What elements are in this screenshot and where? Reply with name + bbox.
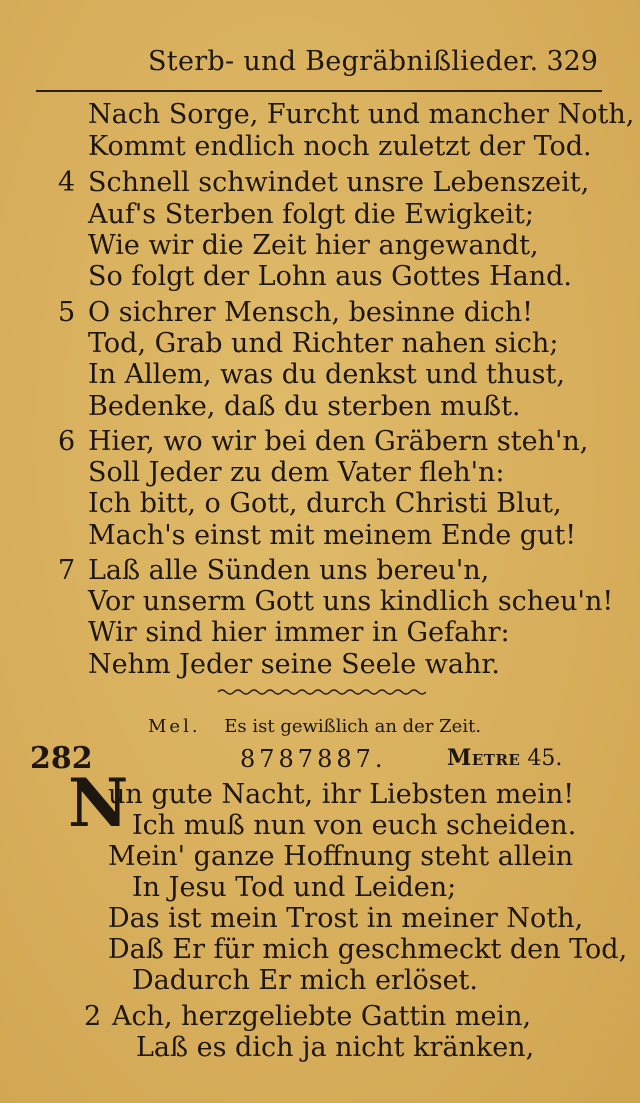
stanza-number: 2: [84, 1001, 102, 1032]
verse-line: Ich muß nun von euch scheiden.: [132, 810, 577, 841]
verse-line: In Jesu Tod und Leiden;: [132, 872, 457, 903]
verse-line: Ich bitt, o Gott, durch Christi Blut,: [88, 488, 562, 519]
melody-line: [148, 716, 481, 737]
stanza-number: 5: [58, 297, 76, 328]
verse-line: Auf's Sterben folgt die Ewigkeit;: [88, 199, 534, 230]
stanza-number: 4: [58, 167, 76, 198]
verse-line: In Allem, was du denkst und thust,: [88, 359, 565, 390]
verse-line: Daß Er für mich geschmeckt den Tod,: [108, 934, 628, 965]
verse-line: Soll Jeder zu dem Vater fleh'n:: [88, 457, 505, 488]
metre-number: 45.: [527, 746, 563, 771]
verse-line: Wir sind hier immer in Gefahr:: [88, 617, 510, 648]
verse-line: So folgt der Lohn aus Gottes Hand.: [88, 261, 572, 292]
verse-line: Nach Sorge, Furcht und mancher Noth,: [88, 99, 635, 130]
verse-line: Laß es dich ja nicht kränken,: [136, 1032, 535, 1063]
verse-line: Hier, wo wir bei den Gräbern steh'n,: [88, 426, 589, 457]
verse-line: Schnell schwindet unsre Lebenszeit,: [88, 167, 590, 198]
header-rule: [36, 90, 602, 92]
verse-line: Vor unserm Gott uns kindlich scheu'n!: [88, 586, 614, 617]
verse-line: Bedenke, daß du sterben mußt.: [88, 391, 521, 422]
stanza-number: 7: [58, 555, 76, 586]
verse-line: O sichrer Mensch, besinne dich!: [88, 297, 534, 328]
verse-line: Laß alle Sünden uns bereu'n,: [88, 555, 490, 586]
verse-line: Mach's einst mit meinem Ende gut!: [88, 520, 577, 551]
drop-cap: N: [68, 764, 129, 842]
melody-label: Mel.: [148, 716, 201, 737]
running-header: [0, 46, 640, 82]
metre-reference: [447, 745, 562, 771]
verse-line: Das ist mein Trost in meiner Noth,: [108, 903, 584, 934]
metre-label: Metre: [447, 745, 521, 771]
stanza-number: 6: [58, 426, 76, 457]
verse-line: un gute Nacht, ihr Liebsten mein!: [108, 779, 575, 810]
meter-pattern: 8787887.: [240, 745, 387, 773]
verse-line: Dadurch Er mich erlöset.: [132, 965, 478, 996]
hymn-number: 282: [30, 741, 93, 776]
section-title: Sterb- und Begräbnißlieder.: [148, 46, 539, 77]
verse-line: Ach, herzgeliebte Gattin mein,: [112, 1001, 532, 1032]
verse-line: Tod, Grab und Richter nahen sich;: [88, 328, 559, 359]
verse-line: Wie wir die Zeit hier angewandt,: [88, 230, 539, 261]
melody-title: Es ist gewißlich an der Zeit.: [224, 716, 482, 737]
verse-line: Mein' ganze Hoffnung steht allein: [108, 841, 574, 872]
page-number: 329: [546, 46, 598, 77]
wavy-divider: [216, 686, 426, 698]
verse-line: Kommt endlich noch zuletzt der Tod.: [88, 131, 592, 162]
verse-line: Nehm Jeder seine Seele wahr.: [88, 649, 500, 680]
